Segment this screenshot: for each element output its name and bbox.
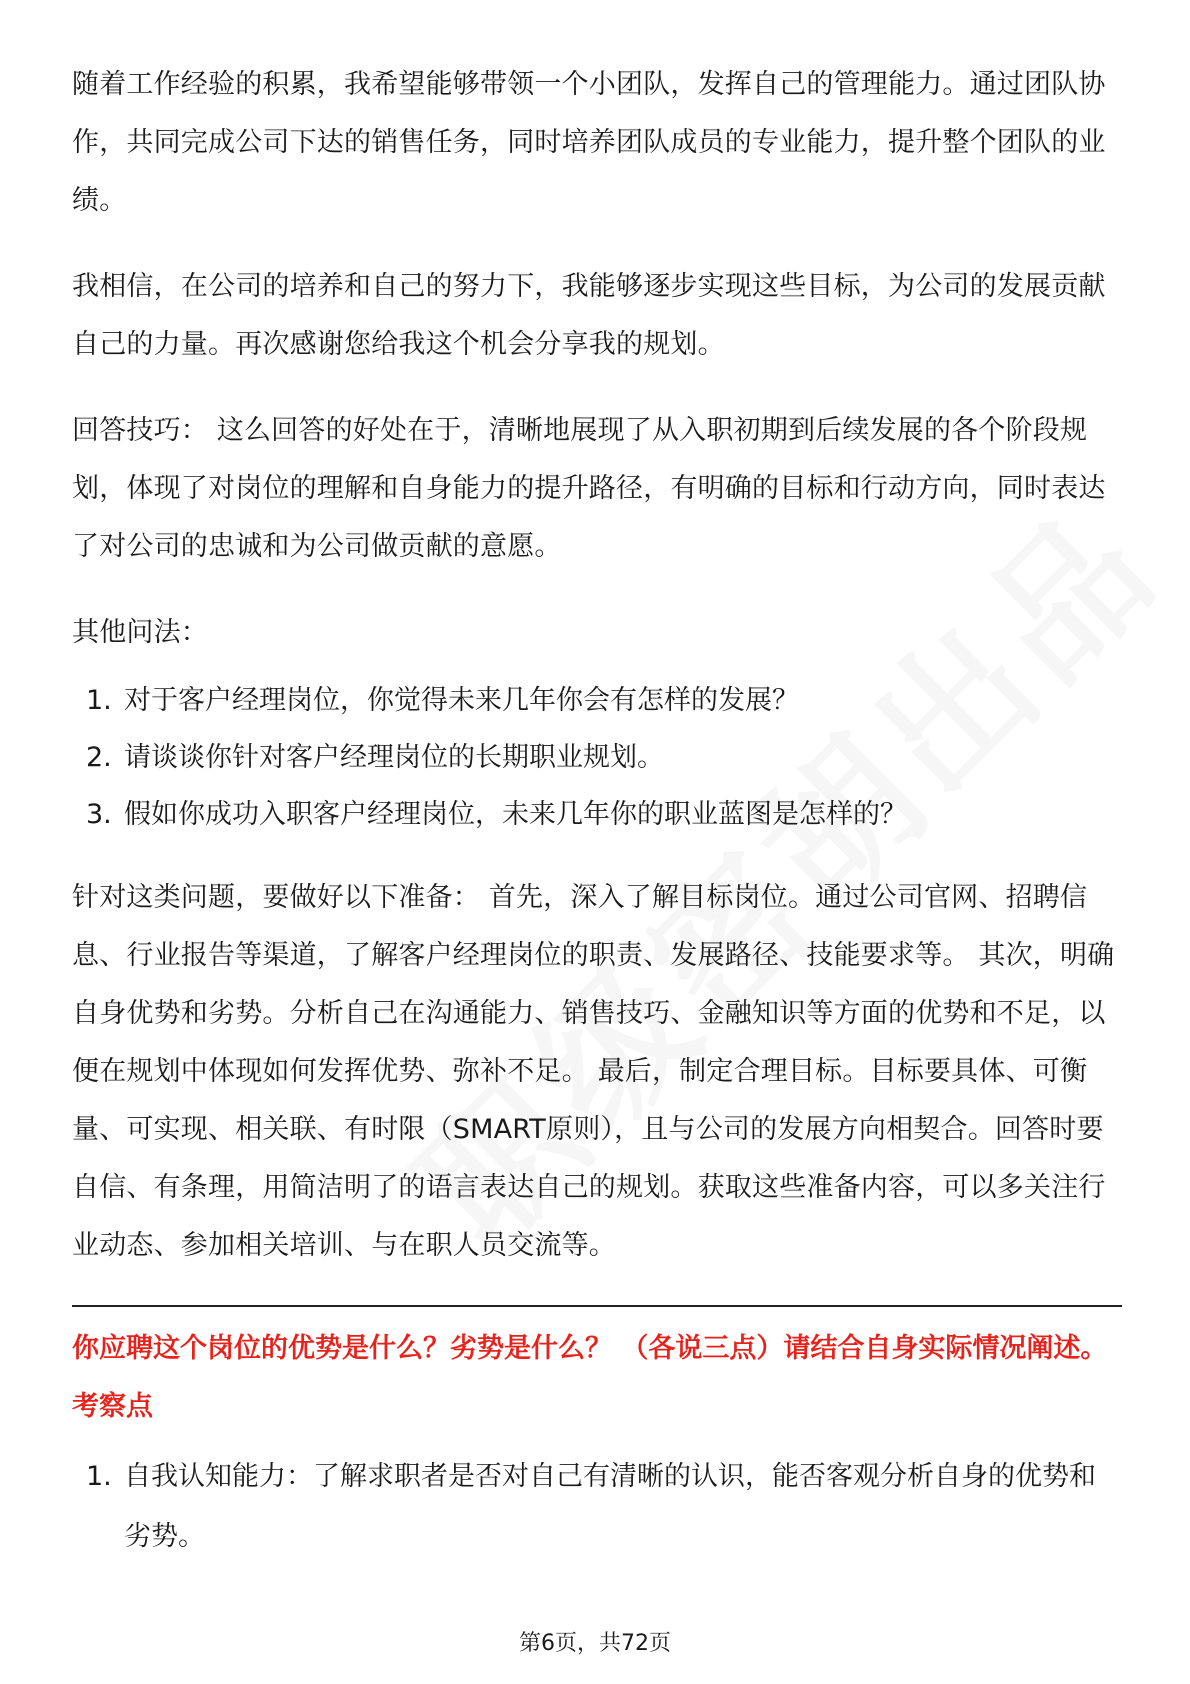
paragraph-conclusion: 我相信，在公司的培养和自己的努力下，我能够逐步实现这些目标，为公司的发展贡献自己的力量。再次感谢您给我这个机会分享我的规划。 (72, 271, 1106, 360)
paragraph-other-questions-heading: 其他问法： (72, 617, 208, 648)
list-item-text: 假如你成功入职客户经理岗位，未来几年你的职业蓝图是怎样的？ (124, 799, 907, 830)
list-number: 2. (86, 742, 112, 773)
document-page (72, 56, 1122, 1567)
list-item-text: 对于客户经理岗位，你觉得未来几年你会有怎样的发展？ (124, 685, 799, 716)
assessment-points-list (72, 1447, 1122, 1567)
paragraph-preparation: 针对这类问题，要做好以下准备： 首先，深入了解目标岗位。通过公司官网、招聘信息、行业报告等渠道，了解客户经理岗位的职责、发展路径、技能要求等。 其次，明确自身优势和劣势。分析自己在沟通能力、销售技巧、金融知识等方面的优势和不足，以便在规划中体现如何发挥优势、弥补不足。 最后，制定合理目标。目标要具体、可衡量、可实现、相关联、有时限（SMART原则），且与公司的发展方向相契合。回答时要自信、有条理，用简洁明了的语言表达自己的规划。获取这些准备内容，可以多关注行业动态、参加相关培训、与在职人员交流等。 (72, 882, 1115, 1261)
page-footer: 第6页，共72页 (519, 1631, 671, 1656)
list-number: 1. (86, 685, 112, 716)
list-number: 1. (86, 1461, 112, 1492)
list-item-text: 请谈谈你针对客户经理岗位的长期职业规划。 (124, 742, 664, 773)
list-item (72, 1447, 1122, 1567)
list-number: 3. (86, 799, 112, 830)
list-item (72, 672, 1122, 729)
list-item (72, 729, 1122, 786)
question-subtitle: 考察点 (72, 1391, 153, 1422)
list-item (72, 786, 1122, 843)
list-item-text: 自我认知能力：了解求职者是否对自己有清晰的认识，能否客观分析自身的优势和劣势。 (124, 1461, 1096, 1552)
question-title: 你应聘这个岗位的优势是什么？劣势是什么？ （各说三点）请结合自身实际情况阐述。 (72, 1333, 1108, 1364)
paragraph-team-leadership: 随着工作经验的积累，我希望能够带领一个小团队，发挥自己的管理能力。通过团队协作，共同完成公司下达的销售任务，同时培养团队成员的专业能力，提升整个团队的业绩。 (72, 69, 1106, 216)
other-questions-list (72, 672, 1122, 843)
section-divider (72, 1305, 1122, 1307)
paragraph-answer-tips: 回答技巧： 这么回答的好处在于，清晰地展现了从入职初期到后续发展的各个阶段规划，体现了对岗位的理解和自身能力的提升路径，有明确的目标和行动方向，同时表达了对公司的忠诚和为公司做贡献的意愿。 (72, 415, 1106, 562)
